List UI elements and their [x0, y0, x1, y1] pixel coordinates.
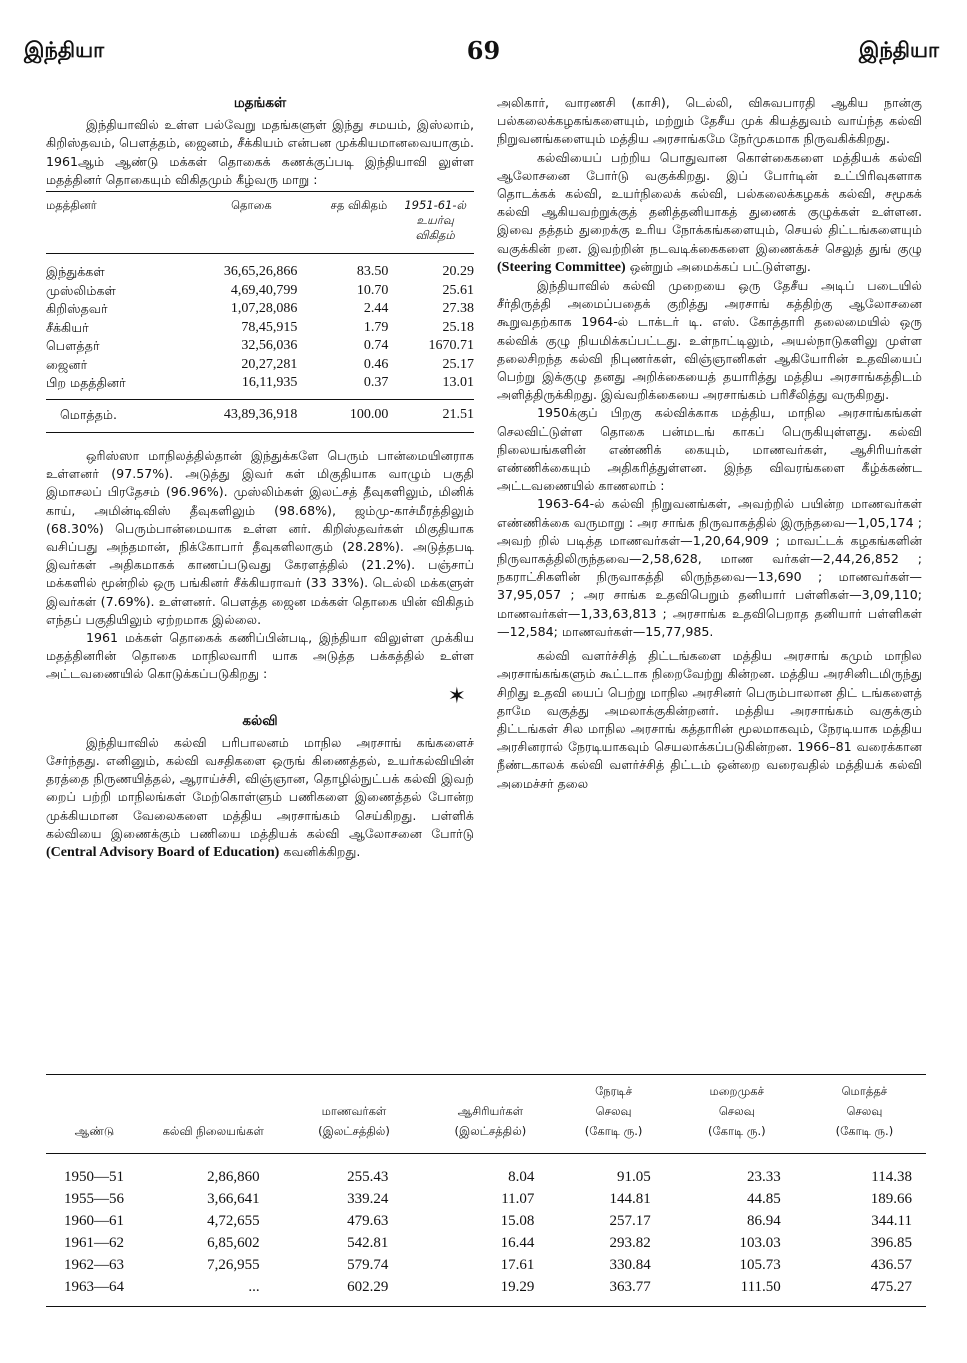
education-heading: கல்வி — [242, 712, 278, 729]
education-stats-header — [46, 1075, 926, 1154]
education-stats-col-header-line: (இலட்சத்தில்) — [454, 1124, 527, 1138]
education-stats-cell: 105.73 — [739, 1257, 781, 1273]
education-right-para-2-text: கல்வியைப் பற்றிய பொதுவான கொள்கைகளை மத்தியக் கல்வி ஆலோசனை போர்டு வகுக்கிறது. இப் போர்டின் உட்பிரிவுகளாக தொடக்கக் கல்வி, உயர்நிலைக் கல்வி, பல்கலைக்கழகக் கல்வி, சமூகக் கல்வி ஆகியவற்றுக்குத் தனித்தனியாகத் துணைக் குழுக்கள் உள்ளன. இவை தத்தம் துறைக்கு உரிய நோக்கங்களையும், செயல் திட்டங்களையும் வகுக்கின் றன. இவற்றின் நடவடிக்கைகளை இணைக்கச் செலுத் துங் குழு — [497, 149, 922, 256]
religions-table-cell: 1.79 — [363, 319, 389, 335]
religions-table-row — [46, 356, 474, 375]
education-stats-cell: 19.29 — [424, 1276, 556, 1307]
education-stats-cell: 1955—56 — [64, 1191, 124, 1207]
education-stats-col-header — [424, 1075, 556, 1154]
religions-heading: மதங்கள் — [233, 95, 287, 111]
education-stats-cell: 11.07 — [501, 1191, 535, 1207]
education-para-1 — [46, 734, 474, 862]
religions-table-cell: 0.46 — [363, 356, 389, 372]
religions-table-cell: 20,27,281 — [241, 356, 298, 372]
education-stats-cell: 579.74 — [347, 1257, 389, 1273]
religions-table-cell: 2.44 — [363, 301, 389, 317]
religions-table-cell: 32,56,036 — [241, 338, 298, 354]
education-stats-cell: 17.61 — [500, 1257, 535, 1273]
education-stats-cell: 7,26,955 — [207, 1257, 260, 1273]
education-stats-cell: 363.77 — [556, 1276, 670, 1307]
religions-table-cell: 27.38 — [442, 301, 474, 317]
steering-committee-english: (Steering Committee) — [497, 259, 626, 275]
education-stats-col-header-line: மறைமுகச் — [709, 1084, 765, 1098]
education-stats-cell: ... — [143, 1276, 284, 1307]
education-para-1-text: இந்தியாவில் கல்வி பரிபாலனம் மாநில அரசாங் கங்களைச் சேர்ந்தது. எனினும், கல்வி வசதிகளை ஒருங் கிணைத்தல், உயர்கல்வியின் தரத்தை நிருணயித்தல், ஆராய்ச்சி, விஞ்ஞான, தொழில்நுட்பக் கல்வி இவற் றைப் பற்றி மாநிலங்கள் மேற்கொள்ளும் பணிகளை இணைத்தல் போன்ற முக்கியமான வேலைகளை மத்திய அரசாங்கம் செய்கிறது. பள்ளிக் கல்வியை இணைக்கும் பணியை மத்தியக் கல்வி ஆலோசனை போர்டு — [46, 734, 474, 841]
education-stats-cell: 23.33 — [747, 1169, 781, 1185]
education-stats-cell: 344.11 — [871, 1213, 912, 1229]
education-stats-col-header — [284, 1075, 425, 1154]
education-right-para-3: இந்தியாவில் கல்வி முறையை ஒரு தேசீய அடிப் படையில் சீர்திருத்தி அமைப்பதைக் குறித்து அரசாங் கத்திற்கு ஆலோசனை கூறுவதற்காக 1964-ல் டாக்டர் டி. எஸ். கோத்தாரி தலைமையில் ஒரு கல்விக் குழு நியமிக்கப்பட்டது. உள்நாட்டிலும், அயல்நாடுகளிலு முள்ள தலைசிறந்த கல்வி நிபுணர்கள், விஞ்ஞானிகள் ஆகியோரின் உதவியைப் பெற்று இக்குழு தனது அறிக்கையைத் தயாரித்து மத்திய அரசாங்கத்திடம் அளித்திருக்கிறது. இவ்வறிக்கையை அரசாங்கம் பரிசீலித்து வருகிறது. — [497, 278, 922, 403]
religions-table-cell: கிறிஸ்தவர் — [46, 301, 108, 317]
education-right-para-4: 1950க்குப் பிறகு கல்விக்காக மத்திய, மாநில அரசாங்கங்கள் செலவிட்டுள்ள தொகை பன்மடங் காகப் பெருகியுள்ளது. கல்வி நிலையங்களின் எண்ணிக் கையும், மாணவர்கள், ஆசிரியர்கள் எண்ணிக்கையும் அதிகரித்துள்ளன. இந்த விவரங்களை கீழ்க்கண்ட அட்டவணையில் காணலாம் : — [497, 405, 922, 494]
education-stats-row — [46, 1188, 926, 1210]
education-right-para-6: கல்வி வளர்ச்சித் திட்டங்களை மத்திய அரசாங் கமும் மாநில அரசாங்கங்களும் கூட்டாக நிறைவேற்று கின்றன. மத்திய அரசினிடமிருந்து சிறிது உதவி யைப் பெற்று மாநில அரசினர் பெரும்பாலான திட் டங்களைத் தாமே வகுத்து அமலாக்குகின்றனர். மத்திய அரசாங்கம் வகுக்கும் திட்டங்கள் சில மாநில அரசாங் கத்தாரின் மூலமாகவும், நேரடியாக மத்திய அரசினரால் நேரடியாகவும் செயலாக்கப்படுகின்றன. 1966–81 வரைக்கான நீண்டகாலக் கல்வி வளர்ச்சித் திட்டம் ஒன்றை வரைவதில் மத்தியக் கல்வி அமைச்சர் தலை — [497, 648, 922, 791]
education-stats-cell: 479.63 — [347, 1213, 389, 1229]
education-stats-col-header-line: ஆண்டு — [74, 1124, 115, 1138]
religions-table-cell: 25.17 — [442, 356, 474, 372]
education-stats-row — [46, 1254, 926, 1276]
board-english-name: (Central Advisory Board of Education) — [46, 845, 280, 861]
education-para-1-tail: கவனிக்கிறது. — [283, 844, 361, 860]
religions-table-cell: 4,69,40,799 — [230, 282, 298, 298]
education-stats-cell: 91.05 — [617, 1169, 651, 1185]
education-stats-cell: 293.82 — [609, 1235, 651, 1251]
religions-table-cell: 1,07,28,086 — [230, 301, 298, 317]
education-stats-row — [46, 1276, 926, 1307]
education-stats-cell: 4,72,655 — [207, 1213, 260, 1229]
religions-table-row — [46, 337, 474, 356]
religions-table-row — [46, 300, 474, 319]
religions-table-total-cell: 100.00 — [311, 399, 388, 433]
page-number: 69 — [466, 36, 501, 65]
education-stats-row — [46, 1154, 926, 1189]
education-stats-cell: 8.04 — [508, 1169, 535, 1185]
education-stats-row — [46, 1210, 926, 1232]
religions-table-cell: 16,11,935 — [241, 375, 298, 391]
religions-table-cell: 25.18 — [442, 319, 474, 335]
religions-intro: இந்தியாவில் உள்ள பல்வேறு மதங்களுள் இந்து சமயம், இஸ்லாம், கிறிஸ்தவம், பௌத்தம், ஜைனம், சீக்கியம் என்பன முக்கியமானவையாகும். 1961ஆம் ஆண்டு மக்கள் தொகைக் கணக்குப்படி இந்தியாவி லுள்ள மதத்தினர் தொகையும் விகிதமும் கீழ்வரு மாறு : — [46, 117, 474, 187]
religions-table-cell: பிற மதத்தினர் — [46, 375, 126, 391]
religions-table-header — [46, 192, 474, 254]
education-stats-cell: 111.50 — [671, 1276, 803, 1307]
religions-col-header: மதத்தினர் — [46, 192, 192, 254]
education-stats-col-header-line: (கோடி ரு.) — [707, 1124, 766, 1138]
education-stats-cell: 542.81 — [347, 1235, 389, 1251]
religions-table-cell: 0.37 — [363, 375, 389, 391]
education-stats-cell: 1960—61 — [64, 1213, 124, 1229]
religions-col-header: சத விகிதம் — [311, 192, 388, 254]
education-stats-cell: 339.24 — [347, 1191, 389, 1207]
education-stats-cell: 3,66,641 — [207, 1191, 260, 1207]
education-stats-cell: 1950—51 — [64, 1169, 124, 1185]
left-column — [46, 94, 474, 862]
religions-table-total-row — [46, 399, 474, 433]
right-column — [497, 94, 922, 793]
education-stats-cell: 1961—62 — [64, 1235, 124, 1251]
education-stats-col-header — [803, 1075, 926, 1154]
education-stats-col-header-line: செலவு — [718, 1104, 755, 1118]
education-stats-cell: 1963—64 — [46, 1276, 143, 1307]
section-star-ornament: ✶ — [447, 683, 466, 709]
religions-col-header: 1951-61-ல் உயர்வு விகிதம் — [388, 192, 474, 254]
education-stats-col-header-line: ஆசிரியர்கள் — [457, 1104, 524, 1118]
education-stats-cell: 103.03 — [739, 1235, 781, 1251]
religions-table — [46, 191, 474, 433]
education-stats-cell: 15.08 — [500, 1213, 535, 1229]
religions-table-row — [46, 282, 474, 301]
education-stats-col-header-line: (கோடி ரு.) — [835, 1124, 894, 1138]
education-stats-cell: 396.85 — [870, 1235, 912, 1251]
religions-table-total-cell: 43,89,36,918 — [192, 399, 312, 433]
religions-table-cell: 10.70 — [356, 282, 389, 298]
education-stats-col-header-line: (இலட்சத்தில்) — [318, 1124, 390, 1138]
religions-table-cell: 36,65,26,866 — [223, 264, 298, 280]
education-stats-cell: 255.43 — [347, 1169, 389, 1185]
education-stats-col-header-line: செலவு — [595, 1104, 632, 1118]
education-stats-cell: 86.94 — [747, 1213, 781, 1229]
education-stats-cell: 44.85 — [747, 1191, 781, 1207]
education-stats-col-header-line: செலவு — [846, 1104, 883, 1118]
education-stats-cell: 2,86,860 — [207, 1169, 260, 1185]
religions-table-cell: 25.61 — [442, 282, 474, 298]
education-stats-cell: 475.27 — [803, 1276, 926, 1307]
religions-table-cell: 20.29 — [442, 264, 474, 280]
education-stats-cell: 330.84 — [609, 1257, 651, 1273]
education-right-para-1: அலிகார், வாரணசி (காசி), டெல்லி, விசுவபாரதி ஆகிய நான்கு பல்கலைக்கழகங்களையும், மற்றும் தேசீய முக் கியத்துவம் வாய்ந்த கல்வி நிறுவனங்களையும் மத்திய அரசாங்கமே நேர்முகமாக நிருவகிக்கிறது. — [497, 95, 922, 147]
education-stats-row — [46, 1232, 926, 1254]
religions-para-2: ஒரிஸ்ஸா மாநிலத்தில்தான் இந்துக்களே பெரும் பான்மையினராக உள்ளனர் (97.57%). அடுத்து இவர் கள் மிகுதியாக வாழும் பகுதி இமாசலப் பிரதேசம் (96.96%). முஸ்லிம்கள் இலட்சத் தீவுகளிலும், மினிக் காய், அமின்டிவிஸ் தீவுகளிலும் (98.68%), ஜம்மு-காச்மீரத்திலும் (68.30%) பெரும்பான்மையாக உள்ள னர். கிறிஸ்தவர்கள் மிகுதியாக வசிப்பது அந்தமான், நிக்கோபார் தீவுகளிலாகும் (28.28%). அடுத்தபடி இவர்கள் அதிகமாகக் காணப்படுவது கேரளத்தில் (21.2%). பஞ்சாப் மக்களில் மூன்றில் ஒரு பங்கினர் சீக்கியராவர் (33 33%). டெல்லி மக்களுள் இவர்கள் (7.69%). உள்ளனர். பௌத்த ஜைன மக்கள் தொகை யின் விகிதம் எந்தப் பகுதியிலும் ஏற்றமாக இல்லை. — [46, 448, 474, 627]
education-stats-col-header — [46, 1075, 143, 1154]
education-stats-col-header-line: நேரடிச் — [595, 1084, 633, 1098]
education-stats-col-header — [671, 1075, 803, 1154]
religions-table-cell: ஜைனர் — [46, 356, 88, 372]
education-right-para-2 — [497, 149, 922, 277]
religions-para-3: 1961 மக்கள் தொகைக் கணிப்பின்படி, இந்தியா விலுள்ள முக்கிய மதத்தினரின் தொகை மாநிலவாரி யாக அடுத்த பக்கத்தில் உள்ள அட்டவணையில் கொடுக்கப்படுகிறது : — [46, 630, 474, 682]
education-stats-col-header — [143, 1075, 284, 1154]
education-stats-cell: 1962—63 — [64, 1257, 124, 1273]
education-stats-col-header — [556, 1075, 670, 1154]
religions-table-cell: 13.01 — [442, 375, 474, 391]
education-stats-cell: 602.29 — [284, 1276, 425, 1307]
running-header-right: இந்தியா — [858, 38, 939, 62]
education-stats-cell: 189.66 — [870, 1191, 912, 1207]
education-stats-col-header-line: கல்வி நிலையங்கள் — [162, 1124, 264, 1138]
religions-table-cell: சீக்கியர் — [46, 319, 89, 335]
education-right-para-5: 1963-64-ல் கல்வி நிறுவனங்கள், அவற்றில் பயின்ற மாணவர்கள் எண்ணிக்கை வருமாறு : அர சாங்க நிருவாகத்தில் இருந்தவை—1,05,174 ; அவற் றில் படித்த மாணவர்கள்—1,20,64,909 ; மாவட்டக் கழகங்களின் நிருவாகத்திலிருந்தவை—2,58,628, மாண வர்கள்—2,44,26,852 ; நகராட்சிகளின் நிருவாகத்தி லிருந்தவை—13,690 ; மாணவர்கள்—37,95,057 ; அர சாங்க உதவிபெறும் தனியார் பள்ளிகள்—3,09,110; மாணவர்கள்—1,33,63,813 ; அரசாங்க உதவிபெறாத தனியார் பள்ளிகள்—12,584; மாணவர்கள்—15,77,985. — [497, 496, 922, 639]
running-header-left: இந்தியா — [24, 38, 105, 62]
religions-table-cell: 83.50 — [356, 264, 389, 280]
religions-table-row — [46, 254, 474, 282]
religions-table-row — [46, 319, 474, 338]
education-stats-table — [46, 1074, 926, 1307]
education-right-para-2-tail: ஒன்றும் அமைக்கப் பட்டுள்ளது. — [629, 258, 811, 274]
religions-table-cell: 1670.71 — [428, 338, 474, 354]
education-stats-cell: 436.57 — [870, 1257, 912, 1273]
religions-col-header: தொகை — [192, 192, 312, 254]
religions-table-row — [46, 374, 474, 399]
education-stats-col-header-line: (கோடி ரு.) — [584, 1124, 643, 1138]
religions-table-cell: முஸ்லிம்கள் — [46, 282, 116, 298]
education-stats-cell: 16.44 — [500, 1235, 535, 1251]
education-stats-cell: 114.38 — [871, 1169, 912, 1185]
religions-table-total-cell: மொத்தம். — [46, 399, 192, 433]
religions-table-cell: பௌத்தர் — [46, 338, 100, 354]
education-stats-col-header-line: மொத்தச் — [841, 1084, 888, 1098]
religions-table-cell: இந்துக்கள் — [46, 264, 105, 280]
education-stats-cell: 6,85,602 — [207, 1235, 260, 1251]
religions-table-cell: 78,45,915 — [241, 319, 298, 335]
education-stats-cell: 144.81 — [609, 1191, 651, 1207]
religions-table-total-cell: 21.51 — [388, 399, 474, 433]
education-stats-col-header-line: மாணவர்கள் — [321, 1104, 387, 1118]
religions-table-cell: 0.74 — [363, 338, 389, 354]
education-stats-cell: 257.17 — [609, 1213, 651, 1229]
